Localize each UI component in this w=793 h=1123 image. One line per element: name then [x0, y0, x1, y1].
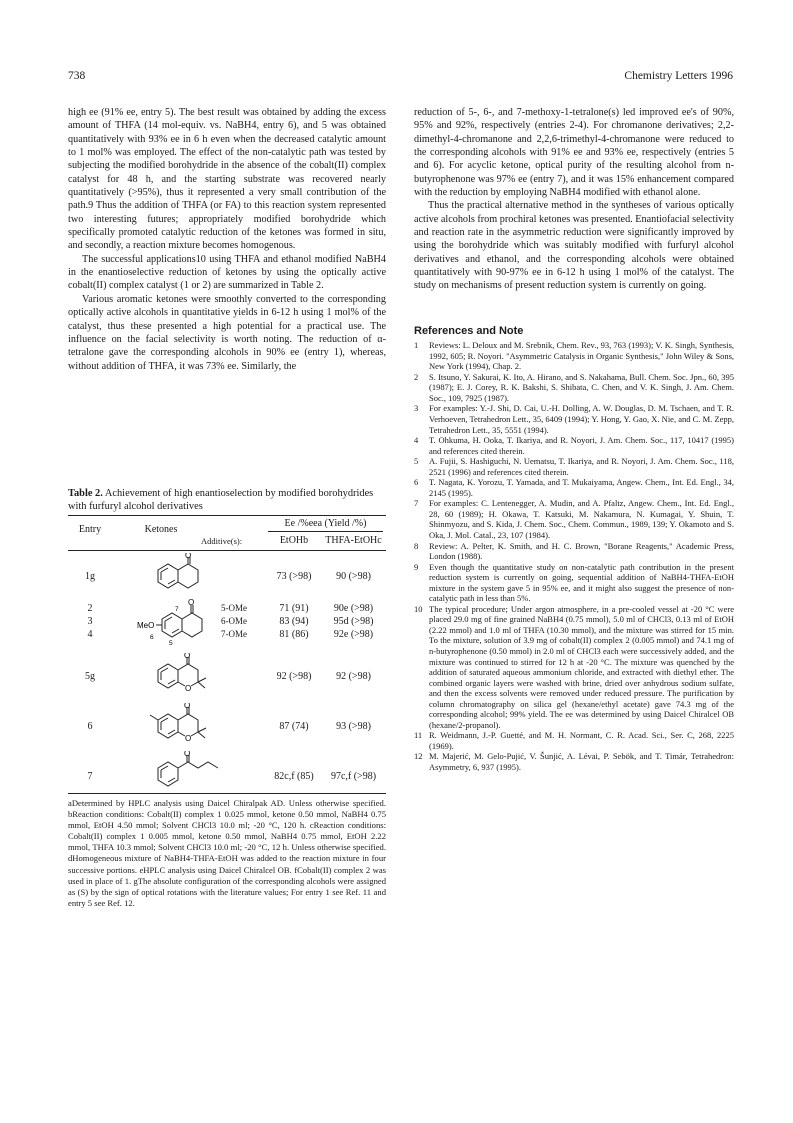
reference-item: 8 Review: A. Pelter, K. Smith, and H. C. Brown, "Borane Reagents," Academic Press, London (1988). [414, 540, 734, 562]
table-caption [68, 487, 386, 513]
ee-etoh: 87 (74) [279, 721, 309, 732]
substituent: 6-OMe [221, 616, 247, 626]
spacer [414, 293, 734, 315]
entry-num: 4 [87, 629, 93, 640]
ee-thfa: 90 (>98) [336, 571, 371, 582]
ee-etoh: 71 (91) [279, 603, 309, 614]
header-underline [268, 531, 383, 532]
table-footnotes: aDetermined by HPLC analysis using Daicel Chiralpak AD. Unless otherwise specified. bReaction conditions: Cobalt(II) complex 1 0.025 mmol, ketone 0.50 mmol, NaBH4 0.75 mmol, EtOH 4.50 mmol; Solvent CHCl3 10.0 ml; -20 °C, 120 h. cReaction conditions: Cobalt(II) complex 1 0.005 mmol, ketone 0.50 mmol, NaBH4 0.75 mmol, EtOH 2.22 mmol, THFA 10.3 mmol; Solvent CHCl3 10.0 ml; -20 °C, 12 h. Unless otherwise specified. dHomogeneous mixture of NaBH4-THFA-EtOH was added to the reaction mixture in four successive portions. eHPLC analysis using Daicel Chiralcel OB. fCobalt(II) complex 2 was used in place of 1. gThe absolute configuration of the corresponding alcohols were assigned as (S) by the sign of optical rotations with the literature values; For entry 1 see Ref. 11 and entry 5 see Ref. 12. [68, 798, 386, 908]
reference-item: 9 Even though the quantitative study on non-catalytic path contribution in the present reduction system is currently on going, sequential addition of NaBH4-THFA-EtOH mixture in the system gave 5 in 95% ee, and it might also suggest the presence of non-catalytic path in less than 5%. [414, 561, 734, 604]
page-number: 738 [68, 70, 86, 82]
ee-thfa: 93 (>98) [336, 721, 371, 732]
col-ketones: Ketones [144, 524, 178, 535]
ee-etoh: 82c,f (85) [274, 771, 314, 782]
svg-text:O: O [184, 751, 191, 758]
reference-item: 10 The typical procedure; Under argon atmosphere, in a pre-cooled vessel at -20 °C were placed 29.0 mg of fine grained NaBH4 (0.75 mmol), 5.0 ml of CHCl3, 0.13 ml of EtOH (2.22 mmol) and 1.0 ml of THFA (10.30 mmol), and the mixture was stirred for 15 min. To the mixture, solution of 3.9 mg of cobalt(II) complex 2 (0.005 mmol) and 74.1 mg of n-butyrophenone (0.50 mmol) in 2.0 ml of CHCl3 each were successively added, and the mixture was continued to stirred for 12 h at -20 °C. The mixture was quenched by the addition of saturated aqueous ammonium chloride, and extracted with diethyl ether. The combined organic layers were washed with brine, dried over anhydrous sodium sulfate, and then the excess solvents were removed under reduced pressure. The purification by column chromatography on silica gel (hexane/ethyl acetate) gave 74.3 mg of the corresponding alcohol; 99% yield. The ee was determined by using Daicel Chiralcel OB (hexane/2-propanol). [414, 603, 734, 730]
table-caption-text: Achievement of high enantioselection by modified borohydrides with furfuryl alcohol derivatives [68, 488, 374, 512]
svg-text:6: 6 [150, 634, 154, 641]
ee-etoh: 81 (86) [279, 629, 309, 640]
reference-item: 6 T. Nagata, K. Yorozu, T. Yamada, and T. Mukaiyama, Angew. Chem., Int. Ed. Engl., 34, 2145 (1995). [414, 477, 734, 498]
table-row [68, 551, 386, 603]
ee-thfa: 95d (>98) [333, 616, 374, 627]
table-row-group-methoxy [68, 599, 386, 653]
reference-item: 1 Reviews: L. Deloux and M. Srebnik, Chem. Rev., 93, 763 (1993); V. K. Singh, Synthesis, 1992, 605; R. Noyori. "Asymmetric Catalysis in Organic Synthesis," John Wiley & Sons, New York (1994), Chap. 2. [414, 340, 734, 372]
svg-text:MeO: MeO [137, 621, 155, 630]
svg-text:7: 7 [175, 606, 179, 613]
paragraph: reduction of 5-, 6-, and 7-methoxy-1-tetralone(s) led improved ee's of 90%, 95% and 92%, respectively (entries 2-4). For chromanone derivatives; 2,2-dimethyl-4-chromanone and 2,2,6-trimethyl-4-chromanone were reduced to the corresponding alcohols with 91% ee and 93% ee, respectively (entries 5 and 6). For acyclic ketone, optical purity of the resulting alcohol from n-butyrophenone was 97% ee (entry 7), and it was 15% enhancement compared with the reduction by employing NaBH4 modified with ethanol alone. [414, 107, 734, 199]
methyl-chromanone-structure-icon [140, 703, 220, 751]
svg-text:5: 5 [169, 640, 173, 647]
references-list [414, 340, 734, 772]
svg-text:O: O [185, 684, 192, 693]
right-column [414, 106, 734, 773]
col-thfa: THFA-EtOHc [325, 535, 382, 546]
paragraph: Various aromatic ketones were smoothly converted to the corresponding optically active alcohols in quantitative yields in 6-12 h using 1 mol% of the catalyst, thus these presented a high potential for a practical use. The influence on the facial selectivity is worth noting. The reduction of α-tetralone gave the corresponding alcohols in 90% ee (entry 1), whereas, without addition of THFA, it was 73% ee. Similarly, the [68, 293, 386, 372]
ee-thfa: 97c,f (>98) [330, 771, 377, 782]
paragraph: Thus the practical alternative method in the syntheses of various optically active alcohols from prochiral ketones was presented. Enantiofacial selectivity and reaction rate in the asymmetric reduction were significantly improved by using the borohydride which was suitably modified with furfuryl alcohol derivatives and ethanol, and the corresponding alcohols were obtained quantitatively with 90-97% ee in 6-12 h using 1 mol% of the catalyst. The study on mechanisms of present reduction system is currently on going. [414, 200, 734, 292]
reference-item: 7 For examples: C. Lentenegger, A. Mudin, and A. Pfaltz, Angew. Chem., Int. Ed. Engl., 28, 60 (1989); H. Okawa, T. Katsuki, M. Nakamura, N. Kumagai, Y. Shuin, T. Shinmyozu, and S. Kida, J. Chem. Soc., Chem. Commun., 1989, 139; Y. Okamoto and S. Oka, J. Mol. Catal., 23, 107 (1984). [414, 498, 734, 540]
paragraph: high ee (91% ee, entry 5). The best result was obtained by adding the excess amount of THFA (14 mol-equiv. vs. NaBH4, entry 6), and 5 was obtained quantitatively with 93% ee in 6 h even when the decreased catalytic amount to 1 mol% was employed. The effect of the non-catalytic path was tested by subjecting the modified borohydride in the absence of the cobalt(II) complex catalyst for 48 h, and the starting substrate was recovered nearly quantitatively (>95%), thus it represented a very small contribution of the path.9 Thus the addition of THFA (or FA) to this reaction system represented two interesting futures; appropriately modified borohydride which specifically promoted catalytic reduction of the ketones was formed in situ, and secondly, a reaction mixture becomes homogenous. [68, 107, 386, 252]
table-row [68, 616, 386, 630]
chromanone-structure-icon [148, 653, 220, 703]
entry-num: 3 [87, 616, 93, 627]
ee-thfa: 90e (>98) [333, 603, 374, 614]
tetralone-structure-icon [148, 553, 210, 601]
reference-item: 12 M. Majerić, M. Gelo-Pujić, V. Šunjić, A. Lévai, P. Sebök, and T. Timár, Tetrahedron: Asymmetry, 6, 937 (1995). [414, 751, 734, 773]
ee-thfa: 92e (>98) [333, 629, 374, 640]
col-etoh: EtOHb [279, 535, 309, 546]
entry-num: 7 [87, 771, 93, 782]
table-row [68, 653, 386, 703]
page-header [68, 70, 733, 86]
paragraph: The successful applications10 using THFA and ethanol modified NaBH4 in the enantioselective reduction of ketones by using the optically active cobalt(II) complex catalyst (1 or 2) are summarized in Table 2. [68, 253, 386, 292]
references-heading: References and Note [414, 324, 524, 337]
entry-num: 1g [85, 571, 95, 582]
reference-item: 4 T. Ohkuma, H. Ooka, T. Ikariya, and R. Noyori, J. Am. Chem. Soc., 117, 10417 (1995) and references cited therein. [414, 435, 734, 456]
svg-text:O: O [184, 703, 191, 710]
substituent: 5-OMe [221, 603, 247, 613]
ee-etoh: 92 (>98) [276, 671, 312, 682]
table-header [68, 516, 386, 550]
entry-num: 5g [85, 671, 95, 682]
ee-etoh: 73 (>98) [276, 571, 312, 582]
svg-text:O: O [185, 734, 192, 743]
ee-etoh: 83 (94) [279, 616, 309, 627]
table-label: Table 2. [68, 488, 103, 499]
butyrophenone-structure-icon [148, 751, 220, 791]
svg-text:O: O [184, 653, 191, 660]
ee-thfa: 92 (>98) [336, 671, 371, 682]
reference-item: 3 For examples: Y.-J. Shi, D. Cai, U.-H. Dolling, A. W. Douglas, D. M. Tschaen, and T. R. Verhoeven, Tetrahedron Lett., 35, 6409 (1994); Y. Hong, Y. Gao, X. Nie, and C. M. Zepp, Tetrahedron Lett., 35, 5551 (1994). [414, 403, 734, 435]
substituent: 7-OMe [221, 629, 247, 639]
left-column [68, 106, 386, 373]
table-row [68, 751, 386, 793]
journal-title: Chemistry Letters 1996 [624, 70, 733, 82]
reference-item: 2 S. Itsuno, Y. Sakurai, K. Ito, A. Hirano, and S. Nakahama, Bull. Chem. Soc. Jpn., 60, 395 (1987); E. J. Corey, R. K. Bakshi, S. Shibata, C. Chen, and V. K. Singh, J. Am. Chem. Soc., 109, 7925 (1987). [414, 371, 734, 403]
table-2 [68, 487, 386, 909]
reference-item: 11 R. Weidmann, J.-P. Guetté, and M. H. Normant, C. R. Acad. Sci., Ser. C, 268, 2225 (1969). [414, 730, 734, 751]
table-row [68, 703, 386, 751]
table-rule-bottom [68, 793, 386, 794]
table-row [68, 629, 386, 643]
svg-text:O: O [185, 553, 192, 560]
col-entry: Entry [78, 524, 102, 535]
col-additive: Additive(s): [201, 536, 243, 546]
table-row [68, 603, 386, 617]
svg-text:O: O [188, 599, 195, 607]
col-ee: Ee /%eea (Yield /%) [284, 518, 367, 529]
entry-num: 2 [87, 603, 93, 614]
reference-item: 5 A. Fujii, S. Hashiguchi, N. Uematsu, T. Ikariya, and R. Noyori, J. Am. Chem. Soc., 118, 2521 (1996) and references cited therein. [414, 456, 734, 477]
entry-num: 6 [87, 721, 93, 732]
